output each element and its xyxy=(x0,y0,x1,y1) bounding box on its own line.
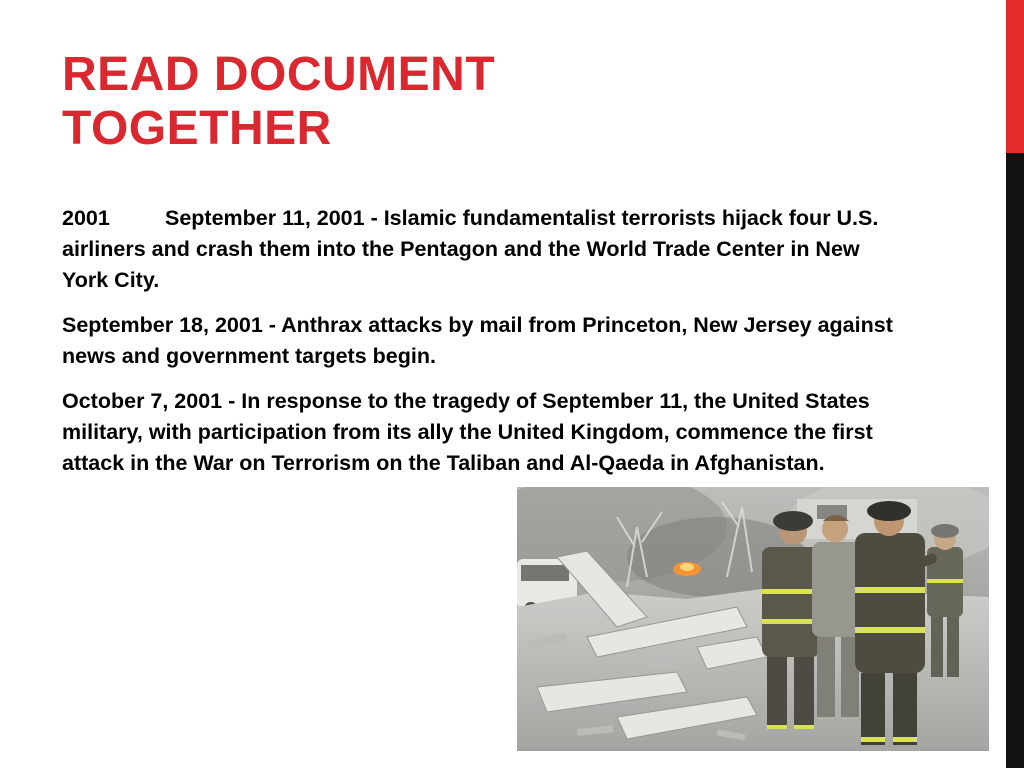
side-accent-red xyxy=(1006,0,1024,153)
paragraph-1-year: 2001 xyxy=(62,206,110,230)
firefighters-photo xyxy=(517,487,989,751)
slide-body xyxy=(62,203,902,493)
slide-title xyxy=(62,48,762,156)
firefighters-photo-illustration xyxy=(517,487,989,751)
paragraph-2: September 18, 2001 - Anthrax attacks by mail from Princeton, New Jersey against news and government targets begin. xyxy=(62,313,893,368)
side-accent-dark xyxy=(1006,153,1024,768)
slide-title-line1: READ DOCUMENT xyxy=(62,48,496,101)
paragraph-3: October 7, 2001 - In response to the tragedy of September 11, the United States military, with participation from its ally the United Kingdom, commence the first attack in the War on Terrorism on the Taliban and Al-Qaeda in Afghanistan. xyxy=(62,389,873,475)
paragraph-1-text: September 11, 2001 - Islamic fundamentalist terrorists hijack four U.S. airliners and crash them into the Pentagon and the World Trade Center in New York City. xyxy=(62,206,879,292)
paragraph-1 xyxy=(62,203,902,296)
slide-title-line2: TOGETHER xyxy=(62,102,332,155)
side-accent-bar xyxy=(1006,0,1024,768)
